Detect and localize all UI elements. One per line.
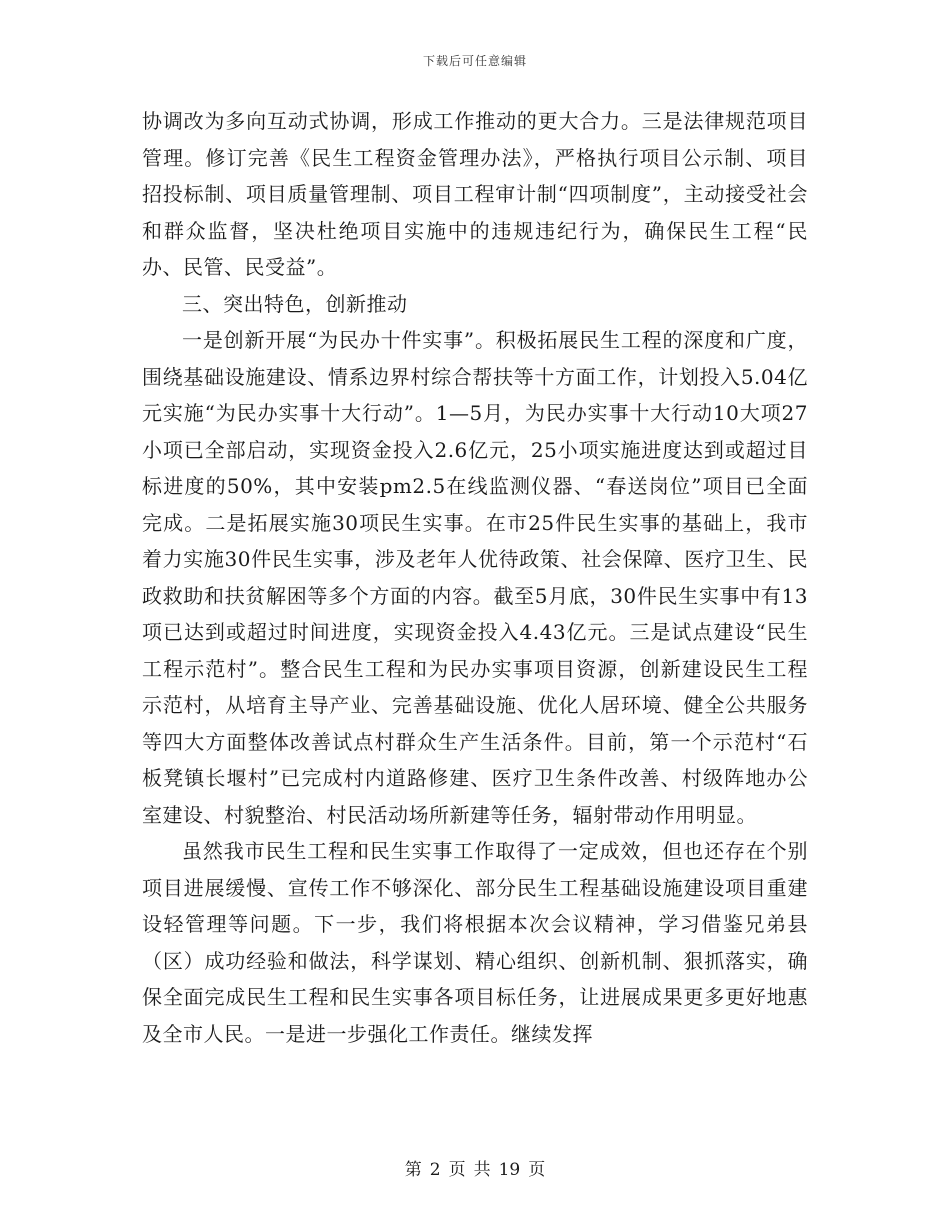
paragraph-1: 协调改为多向互动式协调，形成工作推动的更大合力。三是法律规范项目管理。修订完善《民生工程资金管理办法》，严格执行项目公示制、项目招投标制、项目质量管理制、项目工程审计制“四项制度”，主动接受社会和群众监督，坚决杜绝项目实施中的违规违纪行为，确保民生工程“民办、民管、民受益”。	[142, 109, 808, 279]
document-body	[142, 103, 808, 1052]
page-header: 下载后可任意编辑	[422, 54, 527, 68]
footer-total-pages: 19	[498, 1160, 521, 1180]
footer-current-page: 2	[429, 1160, 441, 1180]
footer-total-label: 共	[473, 1160, 491, 1180]
footer-suffix: 页	[528, 1160, 546, 1180]
paragraph-3: 虽然我市民生工程和民生实事工作取得了一定成效，但也还存在个别项目进展缓慢、宣传工作不够深化、部分民生工程基础设施建设项目重建设轻管理等问题。下一步，我们将根据本次会议精神，学习借鉴兄弟县（区）成功经验和做法，科学谋划、精心组织、创新机制、狠抓落实，确保全面完成民生工程和民生实事各项目标任务，让进展成果更多更好地惠及全市人民。一是进一步强化工作责任。继续发挥	[142, 839, 808, 1046]
page-footer	[0, 1155, 950, 1180]
footer-prefix: 第	[404, 1160, 422, 1180]
paragraph-2: 一是创新开展“为民办十件实事”。积极拓展民生工程的深度和广度，围绕基础设施建设、情系边界村综合帮扶等十方面工作，计划投入5.04亿元实施“为民办实事十大行动”。1—5月，为民办实事十大行动10大项27小项已全部启动，实现资金投入2.6亿元，25小项实施进度达到或超过目标进度的50%，其中安装pm2.5在线监测仪器、“春送岗位”项目已全面完成。二是拓展实施30项民生实事。在市25件民生实事的基础上，我市着力实施30件民生实事，涉及老年人优待政策、社会保障、医疗卫生、民政救助和扶贫解困等多个方面的内容。截至5月底，30件民生实事中有13项已达到或超过时间进度，实现资金投入4.43亿元。三是试点建设“民生工程示范村”。整合民生工程和为民办实事项目资源，创新建设民生工程示范村，从培育主导产业、完善基础设施、优化人居环境、健全公共服务等四大方面整体改善试点村群众生产生活条件。目前，第一个示范村“石板凳镇长堰村”已完成村内道路修建、医疗卫生条件改善、村级阵地办公室建设、村貌整治、村民活动场所新建等任务，辐射带动作用明显。	[142, 328, 808, 827]
footer-page-label: 页	[448, 1160, 466, 1180]
section-heading: 三、突出特色，创新推动	[182, 291, 408, 316]
